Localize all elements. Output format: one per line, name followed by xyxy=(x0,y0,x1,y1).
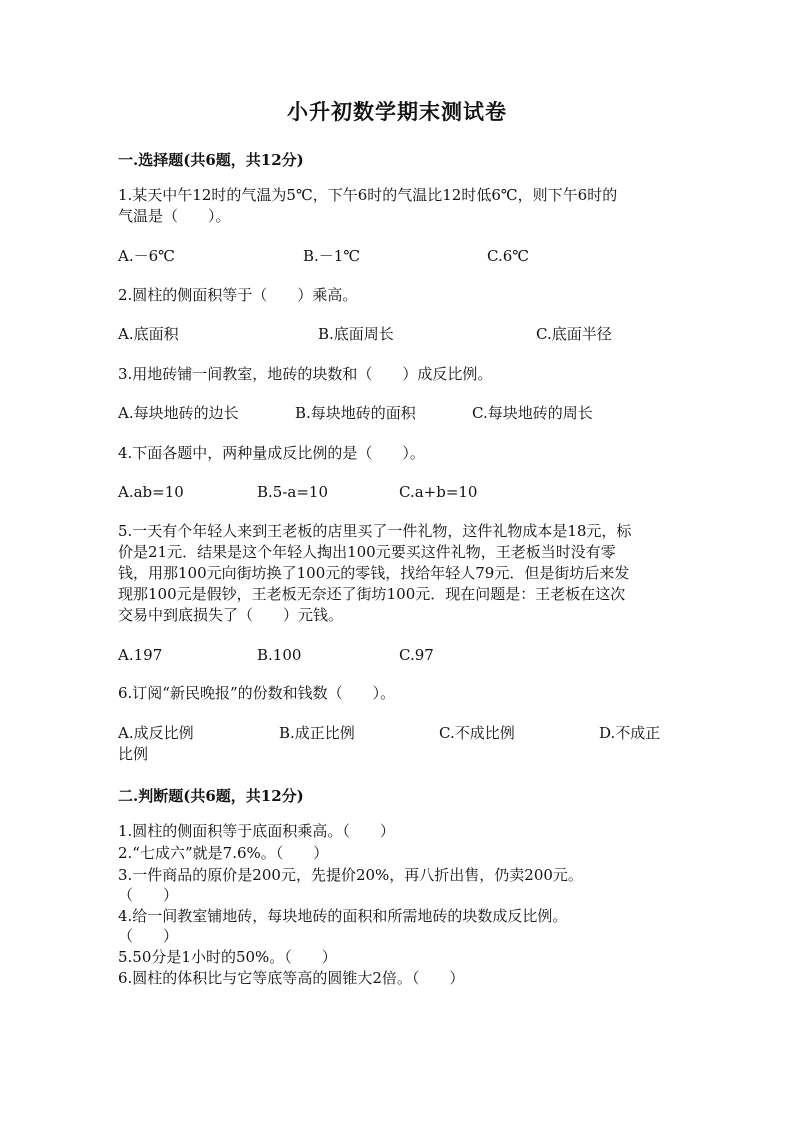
question-6: 6.订阅“新民晚报”的份数和钱数（ ）。 xyxy=(118,684,396,702)
q3-option-a: A.每块地砖的边长 xyxy=(118,404,239,422)
question-3: 3.用地砖铺一间教室，地砖的块数和（ ）成反比例。 xyxy=(118,365,493,383)
question-5-line3: 钱，用那100元向街坊换了100元的零钱，找给年轻人79元．但是街坊后来发 xyxy=(118,564,630,582)
q1-option-b: B.－1℃ xyxy=(303,247,361,265)
question-5 xyxy=(118,521,688,626)
judgement-5: 5.50分是1小时的50%。（ ） xyxy=(118,948,337,966)
q2-option-a: A.底面积 xyxy=(118,325,179,343)
q2-option-c: C.底面半径 xyxy=(536,325,612,343)
q5-option-b: B.100 xyxy=(257,646,302,664)
q6-option-a: A.成反比例 xyxy=(118,724,194,742)
q6-option-d: D.不成正 xyxy=(599,724,661,742)
judgement-6: 6.圆柱的体积比与它等底等高的圆锥大2倍。（ ） xyxy=(118,969,465,987)
q3-option-b: B.每块地砖的面积 xyxy=(295,404,416,422)
judgement-4-bracket: （ ） xyxy=(118,927,179,945)
q3-option-c: C.每块地砖的周长 xyxy=(472,404,593,422)
question-5-line1: 5.一天有个年轻人来到王老板的店里买了一件礼物，这件礼物成本是18元，标 xyxy=(118,522,632,540)
q2-option-b: B.底面周长 xyxy=(318,325,394,343)
question-4: 4.下面各题中，两种量成反比例的是（ ）。 xyxy=(118,444,425,462)
page-title: 小升初数学期末测试卷 xyxy=(287,99,507,124)
section-heading-judgement: 二.判断题(共6题，共12分) xyxy=(118,787,304,805)
q1-option-c: C.6℃ xyxy=(487,247,530,265)
q4-option-b: B.5-a=10 xyxy=(257,483,329,501)
question-5-line2: 价是21元．结果是这个年轻人掏出100元要买这件礼物，王老板当时没有零 xyxy=(118,543,616,561)
judgement-3: 3.一件商品的原价是200元，先提价20%，再八折出售，仍卖200元。 xyxy=(118,866,583,884)
question-1 xyxy=(118,185,678,227)
question-1-line2: 气温是（ ）。 xyxy=(118,207,231,225)
question-5-line4: 现那100元是假钞，王老板无奈还了街坊100元．现在问题是：王老板在这次 xyxy=(118,585,626,603)
judgement-2: 2.“七成六”就是7.6%。（ ） xyxy=(118,844,329,862)
q1-option-a: A.－6℃ xyxy=(118,247,175,265)
q4-option-c: C.a+b=10 xyxy=(399,483,478,501)
judgement-4: 4.给一间教室铺地砖，每块地砖的面积和所需地砖的块数成反比例。 xyxy=(118,907,568,925)
q5-option-a: A.197 xyxy=(118,646,163,664)
judgement-1: 1.圆柱的侧面积等于底面积乘高。（ ） xyxy=(118,822,395,840)
question-5-line5: 交易中到底损失了（ ）元钱。 xyxy=(118,606,344,624)
q5-option-c: C.97 xyxy=(399,646,434,664)
q4-option-a: A.ab=10 xyxy=(118,483,184,501)
question-1-line1: 1.某天中午12时的气温为5℃，下午6时的气温比12时低6℃，则下午6时的 xyxy=(118,186,618,204)
section-heading-choice: 一.选择题(共6题，共12分) xyxy=(118,151,304,169)
q6-option-c: C.不成比例 xyxy=(439,724,515,742)
q6-option-d-wrap: 比例 xyxy=(118,745,149,763)
judgement-3-bracket: （ ） xyxy=(118,886,179,904)
q6-option-b: B.成正比例 xyxy=(279,724,355,742)
question-2: 2.圆柱的侧面积等于（ ）乘高。 xyxy=(118,286,358,304)
